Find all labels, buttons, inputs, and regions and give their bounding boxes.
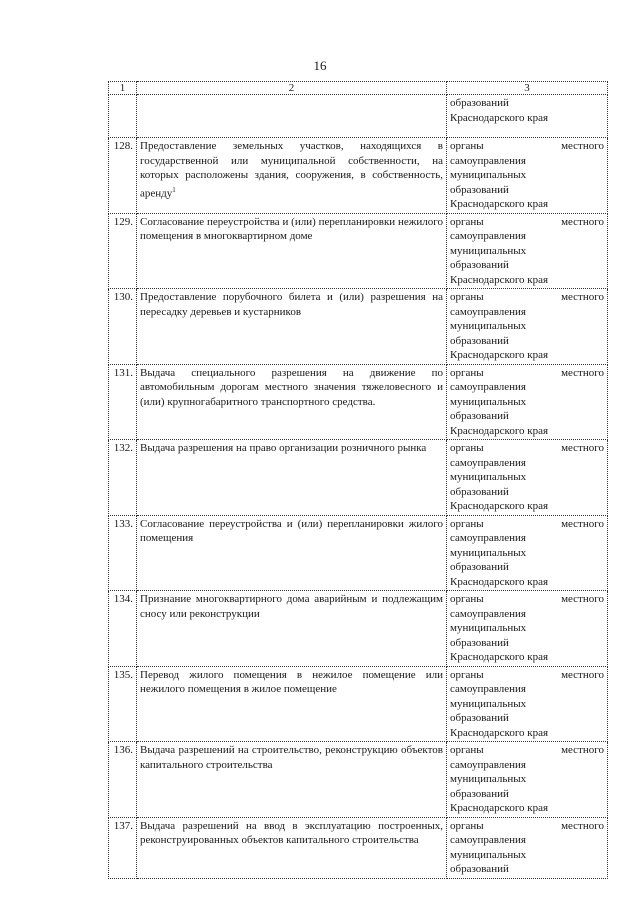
agency-line: самоуправления xyxy=(450,758,526,771)
agency-line: Краснодарского края xyxy=(450,802,549,814)
agency-line: Краснодарского края xyxy=(450,424,549,437)
column-header-3: 3 xyxy=(447,82,608,95)
agency-word: местного xyxy=(561,593,604,605)
row-number: 134. xyxy=(109,591,137,667)
agency-word: местного xyxy=(561,291,604,303)
agency-cell xyxy=(447,289,608,365)
agency-line: самоуправления xyxy=(450,456,526,469)
table-row xyxy=(109,364,608,440)
agency-cell xyxy=(447,213,608,289)
table-row xyxy=(109,742,608,818)
agency-line xyxy=(450,366,604,381)
row-number: 129. xyxy=(109,213,137,289)
service-text: Выдача специального разрешения на движение по автомобильным дорогам местного значения тяжеловесного и (или) крупногабаритного транспортного средства. xyxy=(140,366,443,408)
service-text: Согласование переустройства и (или) перепланировки нежилого помещения в многоквартирном доме xyxy=(140,215,443,242)
service-description xyxy=(137,817,447,878)
agency-line: самоуправления xyxy=(450,834,526,846)
services-table xyxy=(108,81,608,879)
row-number: 135. xyxy=(109,666,137,742)
service-text: Предоставление порубочного билета и (или) разрешения на пересадку деревьев и кустарников xyxy=(140,291,443,318)
service-description xyxy=(137,138,447,214)
agency-line: образований xyxy=(450,636,509,649)
agency-cell xyxy=(447,138,608,214)
agency-word: органы xyxy=(450,593,484,605)
agency-word: местного xyxy=(561,517,604,530)
agency-line xyxy=(450,743,604,758)
table-row xyxy=(109,138,608,214)
agency-cell xyxy=(447,742,608,818)
agency-word: местного xyxy=(561,140,604,152)
service-description xyxy=(137,289,447,365)
agency-line: муниципальных xyxy=(450,773,527,785)
service-description xyxy=(137,364,447,440)
agency-line: самоуправления xyxy=(450,230,526,242)
table-row xyxy=(109,817,608,878)
agency-line: Краснодарского края xyxy=(450,198,549,210)
agency-word: местного xyxy=(561,668,604,681)
agency-line xyxy=(450,215,604,230)
row-number: 131. xyxy=(109,364,137,440)
service-text: Согласование переустройства и (или) перепланировки жилого помещения xyxy=(140,517,443,544)
agency-word: органы xyxy=(450,366,484,379)
service-description xyxy=(137,591,447,667)
agency-line: муниципальных xyxy=(450,320,527,332)
service-text: Выдача разрешений на строительство, реконструкцию объектов капитального строительства xyxy=(140,744,443,771)
service-text: Предоставление земельных участков, находящихся в государственной или муниципальной собственности, на которых расположены здания, сооружения, в собственность, аренду xyxy=(140,140,443,200)
agency-line: образований xyxy=(450,259,509,271)
table-row xyxy=(109,440,608,516)
agency-line xyxy=(450,668,604,683)
table-row xyxy=(109,515,608,591)
agency-line: Краснодарского края xyxy=(450,500,549,512)
agency-cell xyxy=(447,95,608,138)
agency-line: муниципальных xyxy=(450,546,527,559)
agency-word: органы xyxy=(450,140,484,152)
agency-line: муниципальных xyxy=(450,244,527,257)
agency-line: образований xyxy=(450,863,509,875)
agency-line xyxy=(450,290,604,305)
agency-line: муниципальных xyxy=(450,622,527,634)
agency-cell xyxy=(447,666,608,742)
table-row xyxy=(109,289,608,365)
page-number: 16 xyxy=(313,58,327,73)
service-description xyxy=(137,515,447,591)
agency-cell xyxy=(447,364,608,440)
service-text: Выдача разрешения на право организации розничного рынка xyxy=(140,442,427,454)
agency-line xyxy=(450,517,604,532)
column-header-1: 1 xyxy=(109,82,137,95)
agency-word: местного xyxy=(561,819,604,832)
row-number: 132. xyxy=(109,440,137,516)
agency-line xyxy=(450,139,604,154)
agency-word: органы xyxy=(450,442,484,454)
agency-word: органы xyxy=(450,517,484,530)
agency-word: органы xyxy=(450,215,484,228)
table-row xyxy=(109,591,608,667)
row-number: 133. xyxy=(109,515,137,591)
service-text: Выдача разрешений на ввод в эксплуатацию построенных, реконструированных объектов капитального строительства xyxy=(140,819,443,846)
agency-line: образований xyxy=(450,183,509,196)
agency-line: самоуправления xyxy=(450,532,526,544)
agency-line: самоуправления xyxy=(450,683,526,695)
agency-line: Краснодарского края xyxy=(450,111,549,124)
service-description xyxy=(137,666,447,742)
service-description xyxy=(137,213,447,289)
row-number: 128. xyxy=(109,138,137,214)
agency-cell xyxy=(447,440,608,516)
agency-cell xyxy=(447,591,608,667)
agency-word: органы xyxy=(450,819,484,832)
agency-line: Краснодарского края xyxy=(450,726,549,739)
agency-word: местного xyxy=(561,215,604,228)
service-text: Признание многоквартирного дома аварийным и подлежащим сносу или реконструкции xyxy=(140,593,443,620)
agency-line: образований xyxy=(450,561,509,573)
agency-line: самоуправления xyxy=(450,607,526,620)
row-number xyxy=(109,95,137,138)
agency-line: муниципальных xyxy=(450,395,527,408)
service-description xyxy=(137,742,447,818)
row-number: 137. xyxy=(109,817,137,878)
agency-line: муниципальных xyxy=(450,471,527,483)
agency-line: Краснодарского края xyxy=(450,651,549,663)
agency-word: органы xyxy=(450,291,484,303)
service-description xyxy=(137,95,447,138)
agency-word: органы xyxy=(450,744,484,756)
column-header-2: 2 xyxy=(137,82,447,95)
agency-word: местного xyxy=(561,744,604,756)
row-number: 136. xyxy=(109,742,137,818)
agency-line: образований xyxy=(450,485,509,498)
agency-line: Краснодарского края xyxy=(450,273,549,286)
agency-line xyxy=(450,441,604,456)
header-row xyxy=(109,82,608,95)
agency-line xyxy=(450,819,604,834)
agency-line xyxy=(450,592,604,607)
agency-word: органы xyxy=(450,668,484,681)
agency-line: образований xyxy=(450,334,509,347)
agency-line: образований xyxy=(450,410,509,422)
agency-line: образований xyxy=(450,787,509,800)
agency-cell xyxy=(447,817,608,878)
service-description xyxy=(137,440,447,516)
agency-line: самоуправления xyxy=(450,154,526,167)
agency-line: муниципальных xyxy=(450,697,527,710)
agency-line: Краснодарского края xyxy=(450,349,549,361)
service-text: Перевод жилого помещения в нежилое помещение или нежилого помещения в жилое помещение xyxy=(140,668,443,695)
continuation-row xyxy=(109,95,608,138)
table-row xyxy=(109,666,608,742)
agency-line: Краснодарского края xyxy=(450,575,549,588)
agency-line: муниципальных xyxy=(450,169,527,181)
footnote-marker: 1 xyxy=(172,185,176,194)
agency-line: образований xyxy=(450,712,509,724)
agency-line: самоуправления xyxy=(450,381,526,393)
row-number: 130. xyxy=(109,289,137,365)
agency-word: местного xyxy=(561,366,604,379)
agency-line: муниципальных xyxy=(450,848,527,861)
agency-line: самоуправления xyxy=(450,305,526,318)
agency-line: образований xyxy=(450,97,509,109)
agency-word: местного xyxy=(561,442,604,454)
table-row xyxy=(109,213,608,289)
agency-cell xyxy=(447,515,608,591)
